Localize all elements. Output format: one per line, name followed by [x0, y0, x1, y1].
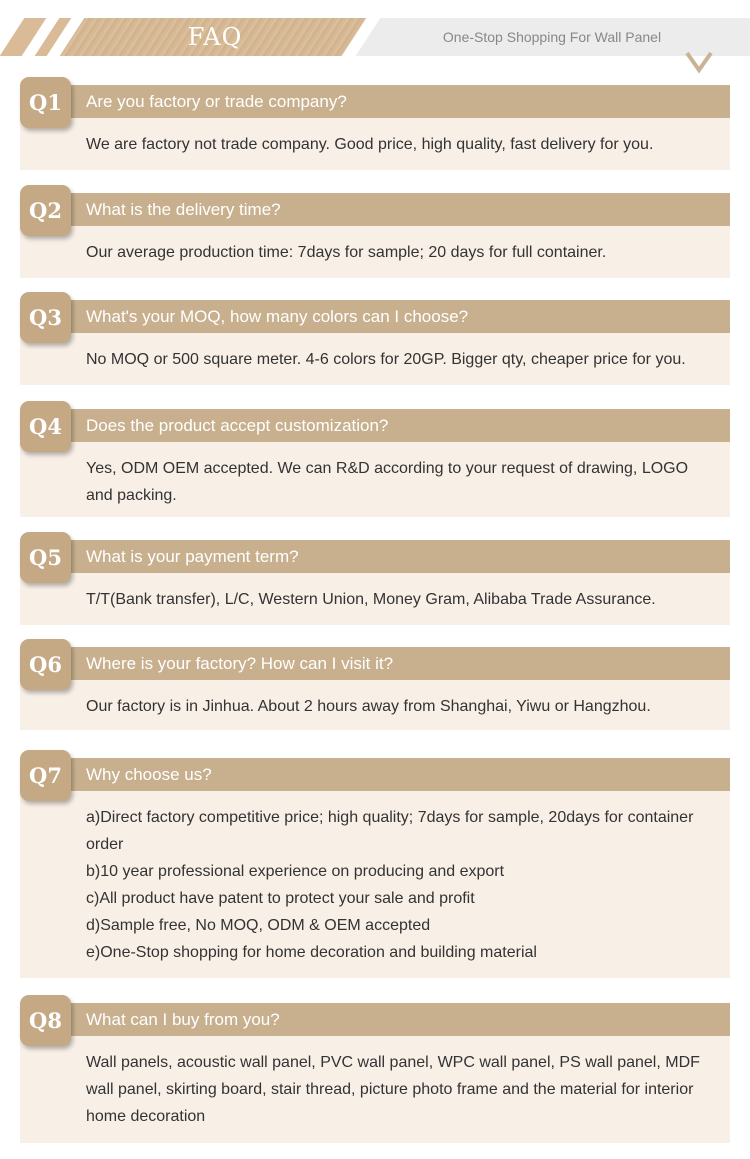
answer-text: Yes, ODM OEM accepted. We can R&D according to your request of drawing, LOGO and packing.: [86, 460, 689, 504]
faq-header: [0, 0, 750, 78]
faq-title: FAQ: [187, 23, 243, 51]
answer-list: [86, 804, 706, 966]
question-badge: Q6: [20, 639, 71, 690]
faq-item-q2: [20, 185, 730, 278]
question-text: What can I buy from you?: [86, 1010, 280, 1029]
faq-item-q3: [20, 292, 730, 385]
answer-text: No MOQ or 500 square meter. 4-6 colors for 20GP. Bigger qty, cheaper price for you.: [86, 351, 686, 368]
question-text: What is the delivery time?: [86, 200, 281, 219]
faq-item-q8: [20, 995, 730, 1143]
faq-item-q5: [20, 532, 730, 625]
answer-text: Wall panels, acoustic wall panel, PVC wall panel, WPC wall panel, PS wall panel, MDF wall panel, skirting board, stair thread, picture photo frame and the material for interior home decoration: [86, 1054, 700, 1125]
question-badge: Q5: [20, 532, 71, 583]
answer-line: c)All product have patent to protect your sale and profit: [86, 890, 475, 907]
question-badge: Q7: [20, 750, 71, 801]
question-text: Are you factory or trade company?: [86, 92, 347, 111]
faq-item-q7: [20, 750, 730, 978]
answer-text: We are factory not trade company. Good price, high quality, fast delivery for you.: [86, 136, 654, 153]
answer-text: Our factory is in Jinhua. About 2 hours away from Shanghai, Yiwu or Hangzhou.: [86, 698, 651, 715]
question-text: What is your payment term?: [86, 547, 299, 566]
question-text: Does the product accept customization?: [86, 416, 389, 435]
chevron-down-icon: [684, 50, 714, 74]
faq-item-q1: [20, 77, 730, 170]
answer-line: e)One-Stop shopping for home decoration and building material: [86, 944, 537, 961]
question-badge: Q3: [20, 292, 71, 343]
question-text: What's your MOQ, how many colors can I choose?: [86, 307, 469, 326]
question-badge: Q2: [20, 185, 71, 236]
tagline: One-Stop Shopping For Wall Panel: [442, 29, 662, 45]
question-badge: Q4: [20, 401, 71, 452]
question-text: Where is your factory? How can I visit it?: [86, 654, 394, 673]
question-badge: Q1: [20, 77, 71, 128]
answer-text: Our average production time: 7days for sample; 20 days for full container.: [86, 244, 607, 261]
answer-line: b)10 year professional experience on producing and export: [86, 863, 505, 880]
answer-text: T/T(Bank transfer), L/C, Western Union, Money Gram, Alibaba Trade Assurance.: [86, 591, 656, 608]
faq-item-q4: [20, 401, 730, 517]
question-badge: Q8: [20, 995, 71, 1046]
faq-item-q6: [20, 639, 730, 730]
question-text: Why choose us?: [86, 765, 212, 784]
answer-line: d)Sample free, No MOQ, ODM & OEM accepted: [86, 917, 431, 934]
answer-line: a)Direct factory competitive price; high quality; 7days for sample, 20days for container order: [86, 809, 694, 853]
